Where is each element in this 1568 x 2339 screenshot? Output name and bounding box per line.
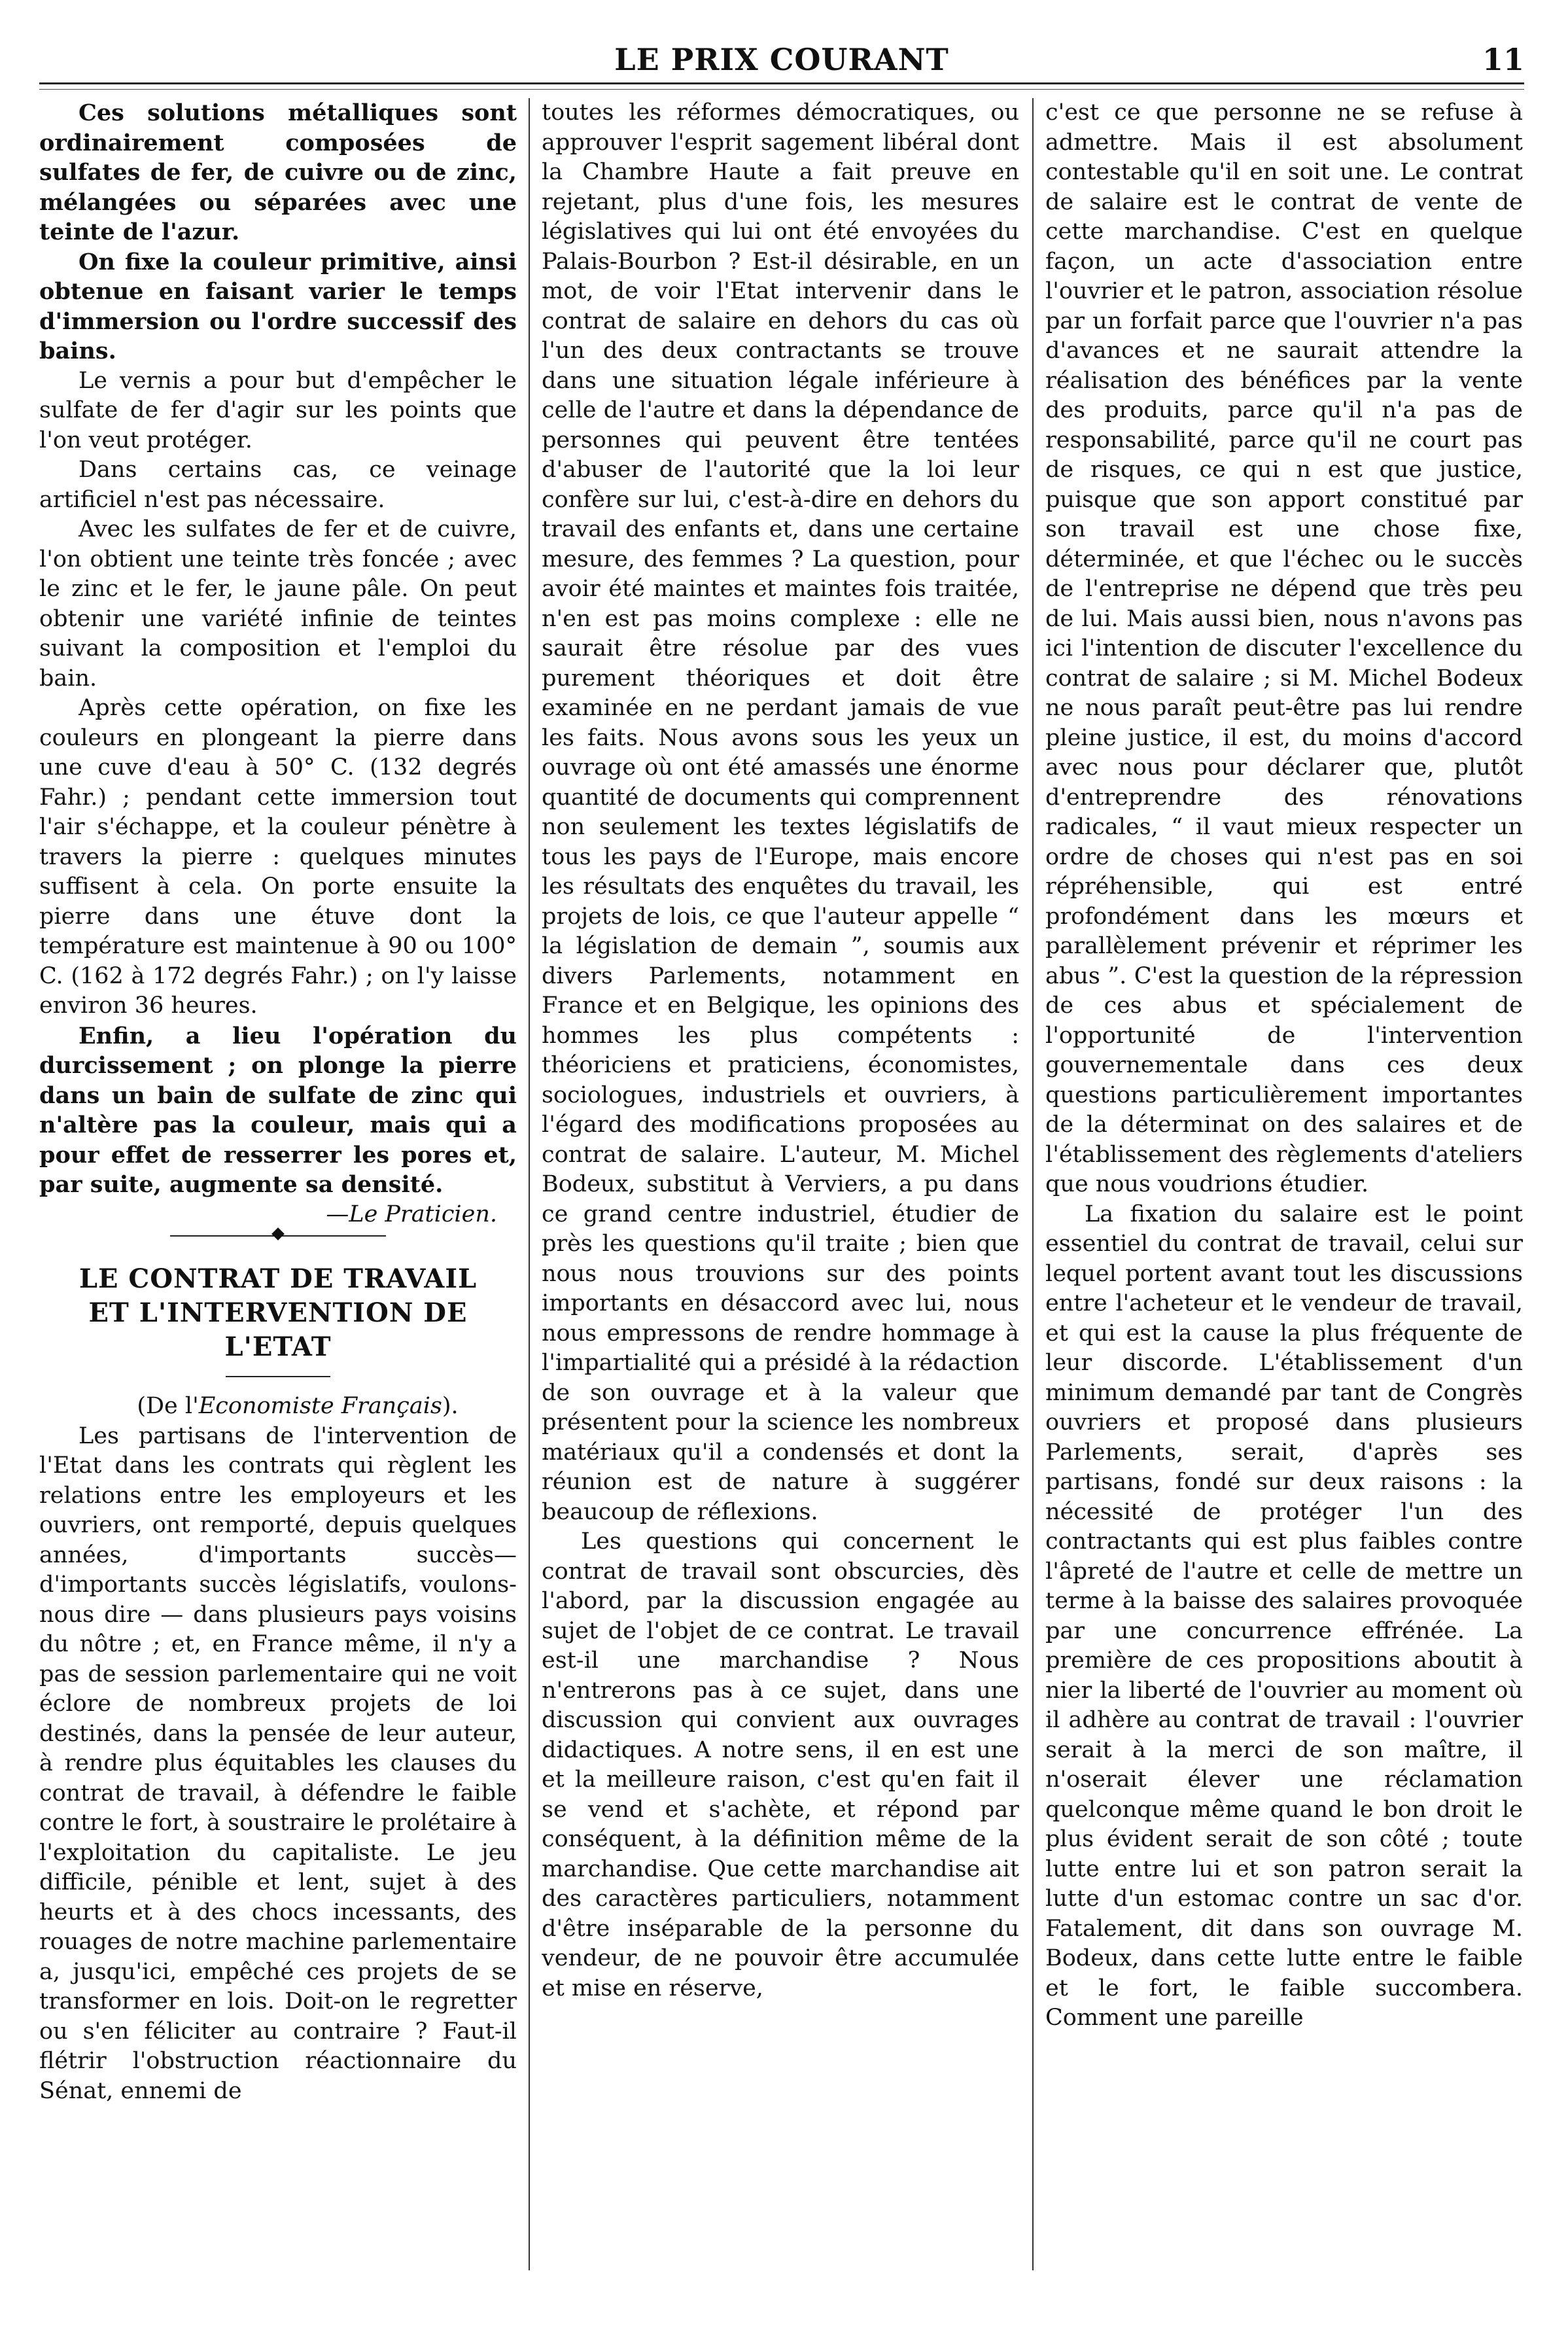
header-rule bbox=[39, 82, 1524, 84]
page-number: 11 bbox=[1482, 42, 1524, 77]
column-2 bbox=[542, 98, 1019, 2277]
paragraph: On fixe la couleur primitive, ainsi obtenue en faisant varier le temps d'immersion ou l'ordre successif des bains. bbox=[39, 248, 517, 364]
article-source bbox=[39, 1392, 517, 1422]
article-title-line: LE CONTRAT DE TRAVAIL bbox=[78, 1263, 478, 1294]
paragraph: Ces solutions métalliques sont ordinairement composées de sulfates de fer, de cuivre ou de zinc, mélangées ou séparées avec une teinte de l'azur. bbox=[39, 99, 517, 245]
paragraph: Les partisans de l'intervention de l'Etat dans les contrats qui règlent les relations entre les employeurs et les ouvriers, ont remporté, depuis quelques années, d'importants succès—d'importants succès législatifs, voulons-nous dire — dans plusieurs pays voisins du nôtre ; et, en France même, il n'y a pas de session parlementaire qui ne voit éclore de nombreux projets de loi destinés, dans la pensée de leur auteur, à rendre plus équitables les clauses du contrat de travail, à défendre le faible contre le fort, à soustraire le prolétaire à l'exploitation du capitaliste. Le jeu difficile, pénible et lent, sujet à des heurts et à des chocs incessants, des rouages de notre machine parlementaire a, jusqu'ici, empêché ces projets de se transformer en lois. Doit-on le regretter ou s'en féliciter au contraire ? Faut-il flétrir l'obstruction réactionnaire du Sénat, ennemi de bbox=[39, 1422, 517, 2104]
source-suffix: ). bbox=[442, 1393, 459, 1419]
paragraph: c'est ce que personne ne se refuse à admettre. Mais il est absolument contestable qu'il en soit une. Le contrat de salaire est le contrat de vente de cette marchandise. C'est en quelque façon, un acte d'association entre l'ouvrier et le patron, association résolue par un forfait parce que l'ouvrier n'a pas d'avances et ne saurait attendre la réalisation des bénéfices par la vente des produits, parce qu'il n'a pas de responsabilité, parce qu'il ne court pas de risques, ce qui n est que justice, puisque que son apport constitué par son travail est une chose fixe, déterminée, et que l'échec ou le succès de l'entreprise ne dépend que très peu de lui. Mais aussi bien, nous n'avons pas ici l'intention de discuter l'excellence du contrat de salaire ; si M. Michel Bodeux ne nous paraît peut-être pas lui rendre pleine justice, il est, du moins d'accord avec nous pour déclarer que, plutôt d'entreprendre des rénovations radicales, “ il vaut mieux respecter un ordre de choses qui n'est pas en soi répréhensible, qui est entré profondément dans les mœurs et parallèlement prévenir et réprimer les abus ”. C'est la question de la répression de ces abus et spécialement de l'opportunité de l'intervention gouvernementale dans ces deux questions particulièrement importantes de la déterminat on des salaires et de l'établissement des règlements d'ateliers que nous voudrions étudier. bbox=[1045, 99, 1523, 1197]
running-title: LE PRIX COURANT bbox=[614, 42, 949, 77]
paragraph: Dans certains cas, ce veinage artificiel n'est pas nécessaire. bbox=[39, 457, 517, 513]
paragraph: Le vernis a pour but d'empêcher le sulfate de fer d'agir sur les points que l'on veut protéger. bbox=[39, 367, 517, 453]
column-divider bbox=[1032, 98, 1034, 2270]
title-rule bbox=[226, 1376, 330, 1377]
page-header bbox=[39, 42, 1524, 94]
source-name: Economiste Français bbox=[198, 1393, 442, 1419]
article-title-line: ET L'INTERVENTION DE L'ETAT bbox=[88, 1297, 468, 1362]
header-rule-thin bbox=[39, 89, 1524, 90]
signature: —Le Praticien. bbox=[326, 1201, 497, 1227]
paragraph: Enfin, a lieu l'opération du durcissement ; on plonge la pierre dans un bain de sulfate de zinc qui n'altère pas la couleur, mais qui a pour effet de resserrer les pores et, par suite, augmente sa densité. bbox=[39, 1022, 517, 1198]
paragraph: toutes les réformes démocratiques, ou approuver l'esprit sagement libéral dont la Chambre Haute a fait preuve en rejetant, plus d'une fois, les mesures législatives qui lui ont été envoyées du Palais-Bourbon ? Est-il désirable, en un mot, de voir l'Etat intervenir dans le contrat de salaire en dehors du cas où l'un des deux contractants se trouve dans une situation légale inférieure à celle de l'autre et dans la dépendance de personnes qui peuvent être tentées d'abuser de l'autorité que la loi leur confère sur lui, c'est-à-dire en dehors du travail des enfants et, dans une certaine mesure, des femmes ? La question, pour avoir été maintes et maintes fois traitée, n'en est pas moins complexe : elle ne saurait être résolue par des vues purement théoriques et doit être examinée en ne perdant jamais de vue les faits. Nous avons sous les yeux un ouvrage où ont été amassés une énorme quantité de documents qui comprennent non seulement les textes législatifs de tous les pays de l'Europe, mais encore les résultats des enquêtes du travail, les projets de lois, ce que l'auteur appelle “ la législation de demain ”, soumis aux divers Parlements, notamment en France et en Belgique, les opinions des hommes les plus compétents : théoriciens et praticiens, économistes, sociologues, industriels et ouvriers, à l'égard des modifications proposées au contrat de salaire. L'auteur, M. Michel Bodeux, substitut à Verviers, a pu dans ce grand centre industriel, étudier de près les questions qu'il traite ; bien que nous nous trouvions sur des points importants en désaccord avec lui, nous nous empressons de rendre hommage à l'impartialité qui a présidé à la rédaction de son ouvrage et à la valeur que présentent pour la science les nombreux matériaux qu'il a condensés et dont la réunion est de nature à suggérer beaucoup de réflexions. bbox=[542, 99, 1019, 1525]
paragraph: La fixation du salaire est le point essentiel du contrat de travail, celui sur lequel portent avant tout les discussions entre l'acheteur et le vendeur de travail, et qui est la cause la plus fréquente de leur discorde. L'établissement d'un minimum demandé par tant de Congrès ouvriers et proposé dans plusieurs Parlements, serait, d'après ses partisans, fondé sur deux raisons : la nécessité de protéger l'un des contractants qui est plus faibles contre l'âpreté de l'autre et celle de mettre un terme à la baisse des salaires provoquée par une concurrence effrénée. La première de ces propositions aboutit à nier la liberté de l'ouvrier au moment où il adhère au contrat de travail : l'ouvrier serait à la merci de son maître, il n'oserait élever une réclamation quelconque même quand le bon droit le plus évident serait de son côté ; toute lutte entre lui et son patron serait la lutte d'un estomac contre un sac d'or. Fatalement, dit dans son ouvrage M. Bodeux, dans cette lutte entre le faible et le fort, le faible succombera. Comment une pareille bbox=[1045, 1201, 1523, 2031]
paragraph: Avec les sulfates de fer et de cuivre, l'on obtient une teinte très foncée ; avec le zinc et le fer, le jaune pâle. On peut obtenir une variété infinie de teintes suivant la composition et l'emploi du bain. bbox=[39, 516, 517, 692]
column-3 bbox=[1045, 98, 1523, 2277]
paragraph: Les questions qui concernent le contrat de travail sont obscurcies, dès l'abord, par la discussion engagée au sujet de l'objet de ce contrat. Le travail est-il une marchandise ? Nous n'entrerons pas à ce sujet, dans une discussion qui convient aux ouvrages didactiques. A notre sens, il en est une et la meilleure raison, c'est qu'en fait il se vend et s'achète, et répond par conséquent, à la définition même de la marchandise. Que cette marchandise ait des caractères particuliers, notamment d'être inséparable de la personne du vendeur, de ne pouvoir être accumulée et mise en réserve, bbox=[542, 1528, 1019, 2001]
column-1 bbox=[39, 98, 517, 2277]
source-prefix: (De l' bbox=[137, 1393, 199, 1419]
paragraph: Après cette opération, on fixe les couleurs en plongeant la pierre dans une cuve d'eau à 50° C. (132 degrés Fahr.) ; pendant cette immersion tout l'air s'échappe, et la couleur pénètre à travers la pierre : quelques minutes suffisent à cela. On porte ensuite la pierre dans une étuve dont la température est maintenue à 90 ou 100° C. (162 à 172 degrés Fahr.) ; on l'y laisse environ 36 heures. bbox=[39, 695, 517, 1019]
diamond-icon bbox=[271, 1227, 285, 1240]
column-divider bbox=[529, 98, 530, 2270]
section-ornament bbox=[39, 1229, 517, 1242]
article-title bbox=[39, 1262, 517, 1364]
